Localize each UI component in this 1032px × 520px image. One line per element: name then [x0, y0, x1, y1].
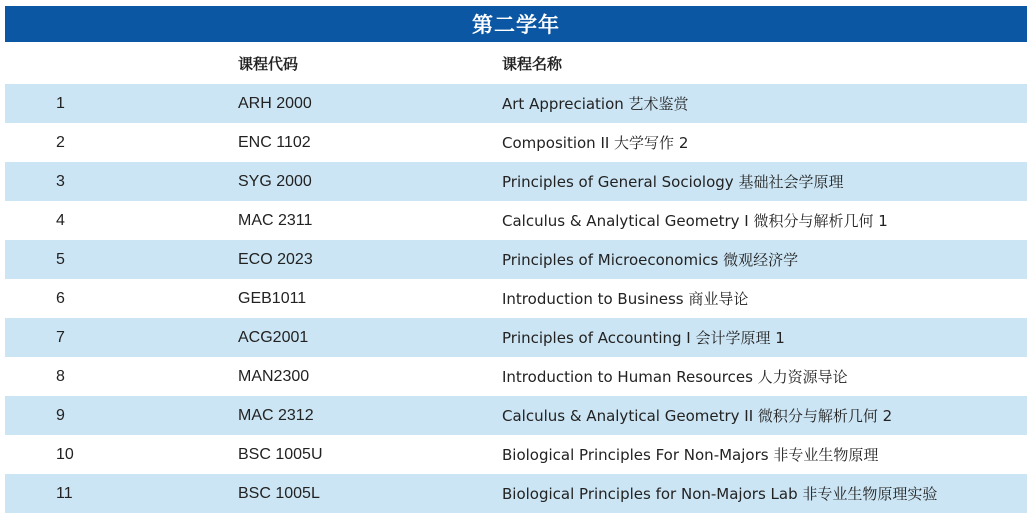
course-name: Introduction to Business 商业导论 — [502, 290, 749, 308]
course-name: Art Appreciation 艺术鉴赏 — [502, 95, 689, 113]
row-number: 4 — [56, 211, 65, 229]
row-number: 11 — [56, 484, 73, 502]
course-code: MAN2300 — [238, 367, 310, 385]
course-code: SYG 2000 — [238, 172, 312, 190]
course-table — [5, 6, 1027, 513]
table-row — [5, 240, 1027, 279]
course-code: BSC 1005L — [238, 484, 320, 502]
course-name: Principles of Microeconomics 微观经济学 — [502, 251, 799, 269]
course-name: Calculus & Analytical Geometry II 微积分与解析几何 2 — [502, 407, 893, 425]
row-number: 10 — [56, 445, 74, 463]
row-number: 5 — [56, 250, 65, 268]
row-number: 7 — [56, 328, 65, 346]
table-row — [5, 474, 1027, 513]
table-body — [5, 84, 1027, 513]
row-number: 1 — [56, 94, 65, 112]
row-number: 3 — [56, 172, 65, 190]
course-code: ARH 2000 — [238, 94, 312, 112]
row-number: 2 — [56, 133, 65, 151]
table-row — [5, 396, 1027, 435]
table-row — [5, 357, 1027, 396]
table-title: 第二学年 — [5, 6, 1027, 42]
table-row — [5, 435, 1027, 474]
table-row — [5, 162, 1027, 201]
table-header-row — [5, 42, 1027, 84]
course-code: MAC 2311 — [238, 211, 313, 229]
table-row — [5, 318, 1027, 357]
course-code: GEB1011 — [238, 289, 307, 307]
course-name: Biological Principles for Non-Majors Lab 非专业生物原理实验 — [502, 485, 938, 503]
course-code: ECO 2023 — [238, 250, 313, 268]
course-code: MAC 2312 — [238, 406, 314, 424]
course-name: Calculus & Analytical Geometry I 微积分与解析几何 1 — [502, 212, 888, 230]
course-name: Principles of General Sociology 基础社会学原理 — [502, 173, 844, 191]
table-row — [5, 123, 1027, 162]
course-code: ENC 1102 — [238, 133, 311, 151]
table-row — [5, 84, 1027, 123]
course-name: Introduction to Human Resources 人力资源导论 — [502, 368, 848, 386]
course-code: BSC 1005U — [238, 445, 323, 463]
course-code: ACG2001 — [238, 328, 309, 346]
table-row — [5, 201, 1027, 240]
row-number: 6 — [56, 289, 65, 307]
row-number: 9 — [56, 406, 65, 424]
course-name: Composition II 大学写作 2 — [502, 134, 689, 152]
row-number: 8 — [56, 367, 65, 385]
header-course-name: 课程名称 — [502, 54, 563, 73]
course-name: Biological Principles For Non-Majors 非专业生物原理 — [502, 446, 879, 464]
table-row — [5, 279, 1027, 318]
course-name: Principles of Accounting I 会计学原理 1 — [502, 329, 785, 347]
header-course-code: 课程代码 — [238, 54, 299, 73]
